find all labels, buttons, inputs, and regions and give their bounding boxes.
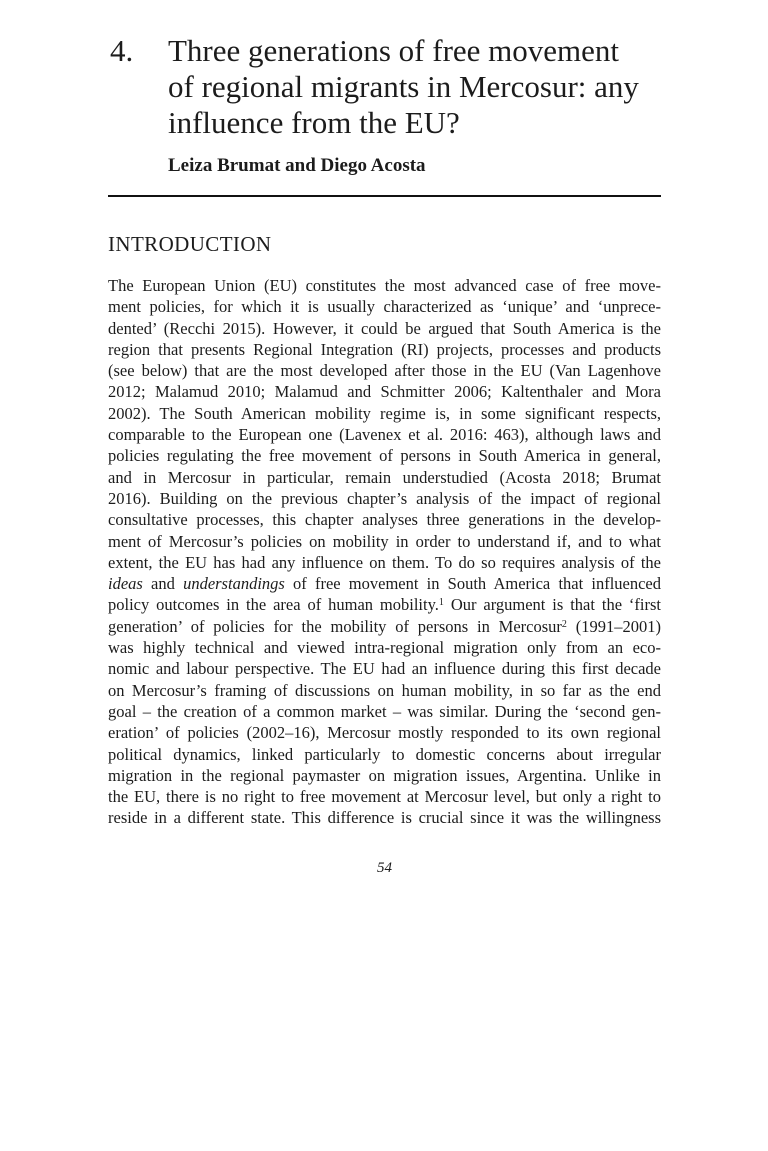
paragraph-line: on Mercosur’s framing of discussions on human mobility, in so far as the end — [108, 680, 661, 700]
chapter-title-line: influence from the EU? — [168, 105, 460, 140]
paragraph-line: eration’ of policies (2002–16), Mercosur mostly responded to its own regional — [108, 723, 661, 743]
paragraph-line: ideas and understandings of free movement in South America that influenced — [108, 574, 662, 594]
paragraph-line: generation’ of policies for the mobility of persons in Mercosur$^2$ (1991–2001) — [108, 616, 661, 636]
paragraph-line: ment of Mercosur’s policies on mobility in order to understand if, and to what — [108, 531, 661, 551]
paragraph-line: nomic and labour perspective. The EU had an influence during this first decade — [108, 659, 661, 679]
paragraph-line: goal – the creation of a common market – was similar. During the ‘second gen- — [108, 701, 661, 721]
paragraph-line: comparable to the European one (Lavenex et al. 2016: 463), although laws and — [108, 425, 661, 445]
paragraph-line: and in Mercosur in particular, remain understudied (Acosta 2018; Brumat — [108, 467, 661, 487]
paragraph-line: consultative processes, this chapter analyses three generations in the develop- — [108, 510, 661, 530]
author-line: Leiza Brumat and Diego Acosta — [168, 155, 426, 176]
paragraph-line: (see below) that are the most developed after those in the EU (Van Lagenhove — [108, 361, 661, 381]
chapter-title-line: of regional migrants in Mercosur: any — [168, 69, 639, 104]
chapter-title-line: Three generations of free movement — [168, 33, 620, 68]
page-number: 54 — [377, 859, 392, 876]
paragraph-line: 2012; Malamud 2010; Malamud and Schmitter 2006; Kaltenthaler and Mora — [108, 382, 661, 402]
section-heading: INTRODUCTION — [108, 232, 272, 256]
paragraph-line: migration in the regional paymaster on migration issues, Argentina. Unlike in — [108, 765, 661, 785]
paragraph — [108, 275, 661, 829]
paragraph-line: The European Union (EU) constitutes the most advanced case of free move- — [108, 276, 661, 295]
paragraph-line: 2002). The South American mobility regime is, in some significant respects, — [108, 403, 661, 423]
chapter-number: 4. — [110, 33, 134, 68]
paragraph-line: policies regulating the free movement of persons in South America in general, — [108, 446, 661, 466]
paragraph-line: reside in a different state. This difference is crucial since it was the willingness — [108, 808, 661, 828]
paragraph-line: 2016). Building on the previous chapter’s analysis of the impact of regional — [108, 488, 661, 508]
paragraph-line: region that presents Regional Integration (RI) projects, processes and products — [108, 339, 661, 359]
paragraph-line: extent, the EU has had any influence on them. To do so requires analysis of the — [108, 552, 661, 572]
chapter-title-lines — [168, 33, 661, 141]
paragraph-line: dented’ (Recchi 2015). However, it could be argued that South America is the — [108, 318, 661, 338]
text-column — [108, 0, 661, 878]
paragraph-line: political dynamics, linked particularly to domestic concerns about irregular — [108, 744, 661, 764]
paragraph-line: policy outcomes in the area of human mobility.$^1$ Our argument is that the ‘first — [108, 595, 661, 615]
title-divider — [108, 195, 661, 197]
paragraph-line: ment policies, for which it is usually characterized as ‘unique’ and ‘unprece- — [108, 297, 661, 317]
chapter-title — [108, 33, 661, 141]
paragraph-line: was highly technical and viewed intra-regional migration only from an eco- — [108, 638, 661, 658]
paragraph-line: the EU, there is no right to free movement at Mercosur level, but only a right to — [108, 787, 661, 807]
